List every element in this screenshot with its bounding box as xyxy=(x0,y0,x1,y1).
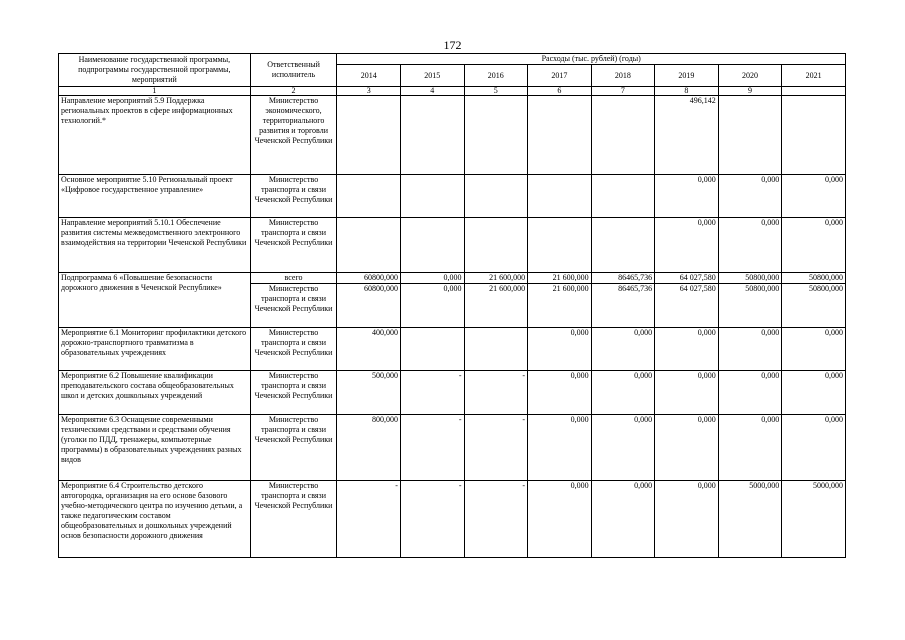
row-value: 0,000 xyxy=(718,328,782,371)
row-value: 86465,736 xyxy=(591,273,655,284)
header-year: 2019 xyxy=(655,65,719,87)
row-value xyxy=(464,328,528,371)
row-value xyxy=(782,96,846,175)
row-value: - xyxy=(400,415,464,481)
row-value: 0,000 xyxy=(528,415,592,481)
page-number: 172 xyxy=(443,38,462,52)
row-name: Мероприятие 6.2 Повышение квалификации преподавательского состава общеобразовательных школ и детских дошкольных учреждений xyxy=(59,371,251,415)
row-value xyxy=(464,175,528,218)
row-name: Направление мероприятий 5.9 Поддержка региональных проектов в сфере информационных технологий.* xyxy=(59,96,251,175)
col-number: 6 xyxy=(528,87,592,96)
header-year: 2015 xyxy=(400,65,464,87)
table-row xyxy=(59,218,846,273)
row-value: - xyxy=(400,371,464,415)
col-number xyxy=(782,87,846,96)
col-number: 2 xyxy=(250,87,337,96)
row-value xyxy=(718,96,782,175)
row-value xyxy=(400,218,464,273)
row-value: 0,000 xyxy=(655,481,719,558)
row-value: 0,000 xyxy=(782,328,846,371)
row-value: 500,000 xyxy=(337,371,401,415)
row-value: 0,000 xyxy=(528,371,592,415)
row-responsible: Министерство транспорта и связи Чеченской Республики xyxy=(250,415,337,481)
row-value: 0,000 xyxy=(718,415,782,481)
row-value: 5000,000 xyxy=(782,481,846,558)
row-value: 0,000 xyxy=(782,218,846,273)
row-responsible: Министерство транспорта и связи Чеченской Республики xyxy=(250,371,337,415)
row-value: 0,000 xyxy=(718,371,782,415)
row-value: 0,000 xyxy=(655,175,719,218)
row-value: 50800,000 xyxy=(718,284,782,328)
row-value: 0,000 xyxy=(591,481,655,558)
row-value xyxy=(528,175,592,218)
row-value: 0,000 xyxy=(655,218,719,273)
row-name: Основное мероприятие 5.10 Региональный проект «Цифровое государственное управление» xyxy=(59,175,251,218)
header-year: 2014 xyxy=(337,65,401,87)
row-value: 0,000 xyxy=(528,328,592,371)
subprogram-name: Подпрограмма 6 «Повышение безопасности дорожного движения в Чеченской Республике» xyxy=(59,273,251,328)
row-value: 800,000 xyxy=(337,415,401,481)
col-number: 5 xyxy=(464,87,528,96)
row-value xyxy=(591,175,655,218)
table-row xyxy=(59,96,846,175)
row-value: 21 600,000 xyxy=(528,273,592,284)
row-value: 21 600,000 xyxy=(464,273,528,284)
row-value: 64 027,580 xyxy=(655,284,719,328)
row-responsible: Министерство транспорта и связи Чеченской Республики xyxy=(250,328,337,371)
row-value xyxy=(591,218,655,273)
col-number: 9 xyxy=(718,87,782,96)
column-number-row xyxy=(59,87,846,96)
row-value xyxy=(528,96,592,175)
table-row xyxy=(59,175,846,218)
budget-table xyxy=(58,53,846,558)
header-year: 2020 xyxy=(718,65,782,87)
header-name: Наименование государственной программы, подпрограммы государственной программы, мероприятий xyxy=(59,54,251,87)
row-value: 60800,000 xyxy=(337,273,401,284)
row-value: 0,000 xyxy=(591,371,655,415)
row-value xyxy=(591,96,655,175)
row-responsible: Министерство транспорта и связи Чеченской Республики xyxy=(250,175,337,218)
row-value xyxy=(464,96,528,175)
row-value: 0,000 xyxy=(400,284,464,328)
row-value: 86465,736 xyxy=(591,284,655,328)
row-name: Мероприятие 6.1 Мониторинг профилактики детского дорожно-транспортного травматизма в образовательных учреждениях xyxy=(59,328,251,371)
header-year: 2016 xyxy=(464,65,528,87)
row-value xyxy=(400,328,464,371)
row-responsible: Министерство транспорта и связи Чеченской Республики xyxy=(250,218,337,273)
row-name: Мероприятие 6.4 Строительство детского автогородка, организация на его основе базового учебно-методического центра по изучению детьми, а также педагогическим составом общеобразовательных и дошкольных учреждений основ безопасности дорожного движения xyxy=(59,481,251,558)
header-year: 2018 xyxy=(591,65,655,87)
row-value: 50800,000 xyxy=(782,284,846,328)
header-year: 2021 xyxy=(782,65,846,87)
table-row xyxy=(59,415,846,481)
row-responsible: Министерство экономического, территориального развития и торговли Чеченской Республики xyxy=(250,96,337,175)
row-value: 496,142 xyxy=(655,96,719,175)
row-value: - xyxy=(337,481,401,558)
row-name: Направление мероприятий 5.10.1 Обеспечение развития системы межведомственного электронного взаимодействия на территории Чеченской Республики xyxy=(59,218,251,273)
row-value: 0,000 xyxy=(528,481,592,558)
row-value: 0,000 xyxy=(655,328,719,371)
table-row xyxy=(59,328,846,371)
row-value xyxy=(337,218,401,273)
row-value: 0,000 xyxy=(591,328,655,371)
row-value: 0,000 xyxy=(655,371,719,415)
subprogram-total-label: всего xyxy=(250,273,337,284)
row-value: 0,000 xyxy=(782,415,846,481)
row-value: 0,000 xyxy=(718,175,782,218)
row-value: 21 600,000 xyxy=(528,284,592,328)
row-value: 400,000 xyxy=(337,328,401,371)
row-value: 0,000 xyxy=(782,371,846,415)
col-number: 1 xyxy=(59,87,251,96)
header-year: 2017 xyxy=(528,65,592,87)
col-number: 7 xyxy=(591,87,655,96)
row-value xyxy=(528,218,592,273)
row-value: 5000,000 xyxy=(718,481,782,558)
row-responsible: Министерство транспорта и связи Чеченской Республики xyxy=(250,481,337,558)
row-value: - xyxy=(464,371,528,415)
row-value: 21 600,000 xyxy=(464,284,528,328)
row-value xyxy=(337,96,401,175)
row-value xyxy=(400,175,464,218)
row-value xyxy=(464,218,528,273)
row-value: 0,000 xyxy=(400,273,464,284)
table-row xyxy=(59,371,846,415)
row-value: - xyxy=(464,415,528,481)
row-value: 0,000 xyxy=(782,175,846,218)
col-number: 4 xyxy=(400,87,464,96)
row-value: 50800,000 xyxy=(782,273,846,284)
subprogram-total-row xyxy=(59,273,846,284)
row-value: 0,000 xyxy=(718,218,782,273)
row-name: Мероприятие 6.3 Оснащение современными техническими средствами и средствами обучения (уголки по ПДД, тренажеры, компьютерные программы) в образовательных учреждениях разных видов xyxy=(59,415,251,481)
row-responsible: Министерство транспорта и связи Чеченской Республики xyxy=(250,284,337,328)
col-number: 8 xyxy=(655,87,719,96)
row-value: - xyxy=(400,481,464,558)
row-value: - xyxy=(464,481,528,558)
row-value: 0,000 xyxy=(655,415,719,481)
row-value: 60800,000 xyxy=(337,284,401,328)
header-responsible: Ответственный исполнитель xyxy=(250,54,337,87)
row-value: 0,000 xyxy=(591,415,655,481)
header-expenses: Расходы (тыс. рублей) (годы) xyxy=(337,54,846,65)
row-value xyxy=(400,96,464,175)
row-value: 50800,000 xyxy=(718,273,782,284)
row-value xyxy=(337,175,401,218)
col-number: 3 xyxy=(337,87,401,96)
table-row xyxy=(59,481,846,558)
row-value: 64 027,580 xyxy=(655,273,719,284)
